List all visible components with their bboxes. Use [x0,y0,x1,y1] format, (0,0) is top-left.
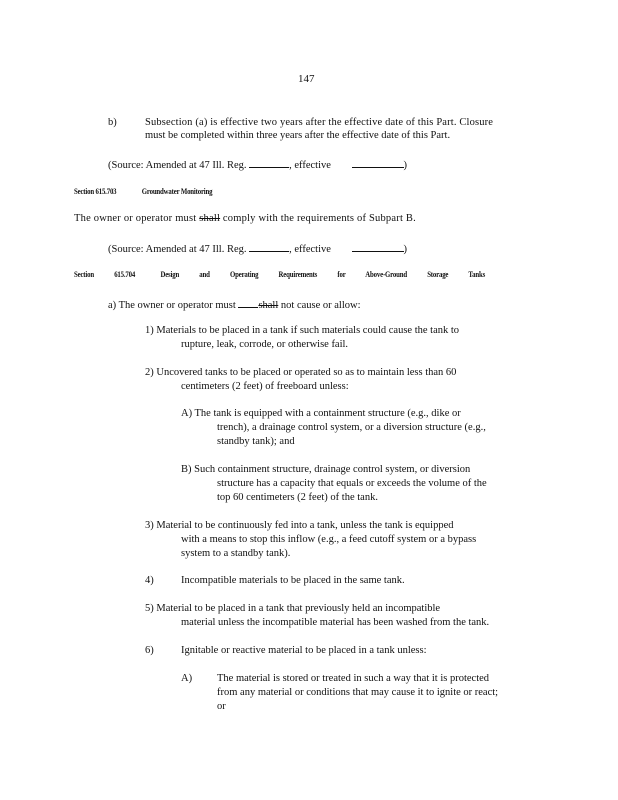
item-6a-line1: The material is stored or treated in such a way that it is protected [217,673,490,684]
item-2a-line1: A) The tank is equipped with a containment structure (e.g., dike or [181,408,461,419]
section-title: Groundwater Monitoring [141,187,213,196]
item-5-line1: 5) Material to be placed in a tank that previously held an incompatible [145,603,441,614]
blank-line [238,297,258,308]
source-note-text: (Source: Amended at 47 Ill. Reg. [108,160,247,171]
struck-word: shall [199,213,221,224]
blank-line [352,241,404,252]
item-label-6a: A) [181,673,193,684]
section-number: Section 615.703 [74,187,117,196]
source-note-1 [108,157,407,172]
item-2b-line3: top 60 centimeters (2 feet) of the tank. [217,492,378,503]
subsection-a [108,297,361,312]
blank-line [352,157,404,168]
item-label-b: b) [108,117,117,128]
item-6-text: Ignitable or reactive material to be placed in a tank unless: [181,645,427,656]
item-label-4: 4) [145,575,154,586]
struck-word: shall [258,300,279,311]
source-note-effective: , effective [289,244,331,255]
paragraph-text: not cause or allow: [278,300,361,311]
item-2-line1: 2) Uncovered tanks to be placed or operated so as to maintain less than 60 [145,367,457,378]
item-2a-line2: trench), a drainage control system, or a diversion structure (e.g., [217,422,486,433]
paragraph-text: comply with the requirements of Subpart B. [220,213,416,224]
paragraph-text: a) The owner or operator must [108,300,239,311]
item-3-line3: system to a standby tank). [181,548,291,559]
source-note-2 [108,241,407,256]
item-2a-line3: standby tank); and [217,436,295,447]
section-title: Design and Operating Requirements for Above-Ground Storage Tanks [160,270,486,279]
subsection-b-line1: Subsection (a) is effective two years after the effective date of this Part. Closure [145,117,494,128]
source-note-effective: , effective [289,160,331,171]
item-label-6: 6) [145,645,154,656]
blank-line [249,157,289,168]
item-6a-line3: or [217,701,226,712]
section-heading-703 [74,187,212,196]
page-number: 147 [298,73,315,85]
item-4-text: Incompatible materials to be placed in the same tank. [181,575,405,586]
subsection-b-line2: must be completed within three years after the effective date of this Part. [145,130,451,141]
item-1-line2: rupture, leak, corrode, or otherwise fail. [181,339,349,350]
paragraph-703 [74,212,416,225]
item-6a-line2: from any material or conditions that may cause it to ignite or react; [217,687,499,698]
item-5-line2: material unless the incompatible material has been washed from the tank. [181,617,490,628]
blank-line [249,241,289,252]
section-heading-704 [74,270,485,279]
paragraph-text: The owner or operator must [74,213,200,224]
item-1-line1: 1) Materials to be placed in a tank if such materials could cause the tank to [145,325,460,336]
section-number: Section 615.704 [74,270,136,279]
source-note-text: (Source: Amended at 47 Ill. Reg. [108,244,247,255]
item-2b-line1: B) Such containment structure, drainage control system, or diversion [181,464,471,475]
source-note-close: ) [403,160,408,171]
source-note-close: ) [403,244,408,255]
item-3-line2: with a means to stop this inflow (e.g., a feed cutoff system or a bypass [181,534,477,545]
item-3-line1: 3) Material to be continuously fed into a tank, unless the tank is equipped [145,520,454,531]
item-2-line2: centimeters (2 feet) of freeboard unless: [181,381,349,392]
item-2b-line2: structure has a capacity that equals or exceeds the volume of the [217,478,487,489]
